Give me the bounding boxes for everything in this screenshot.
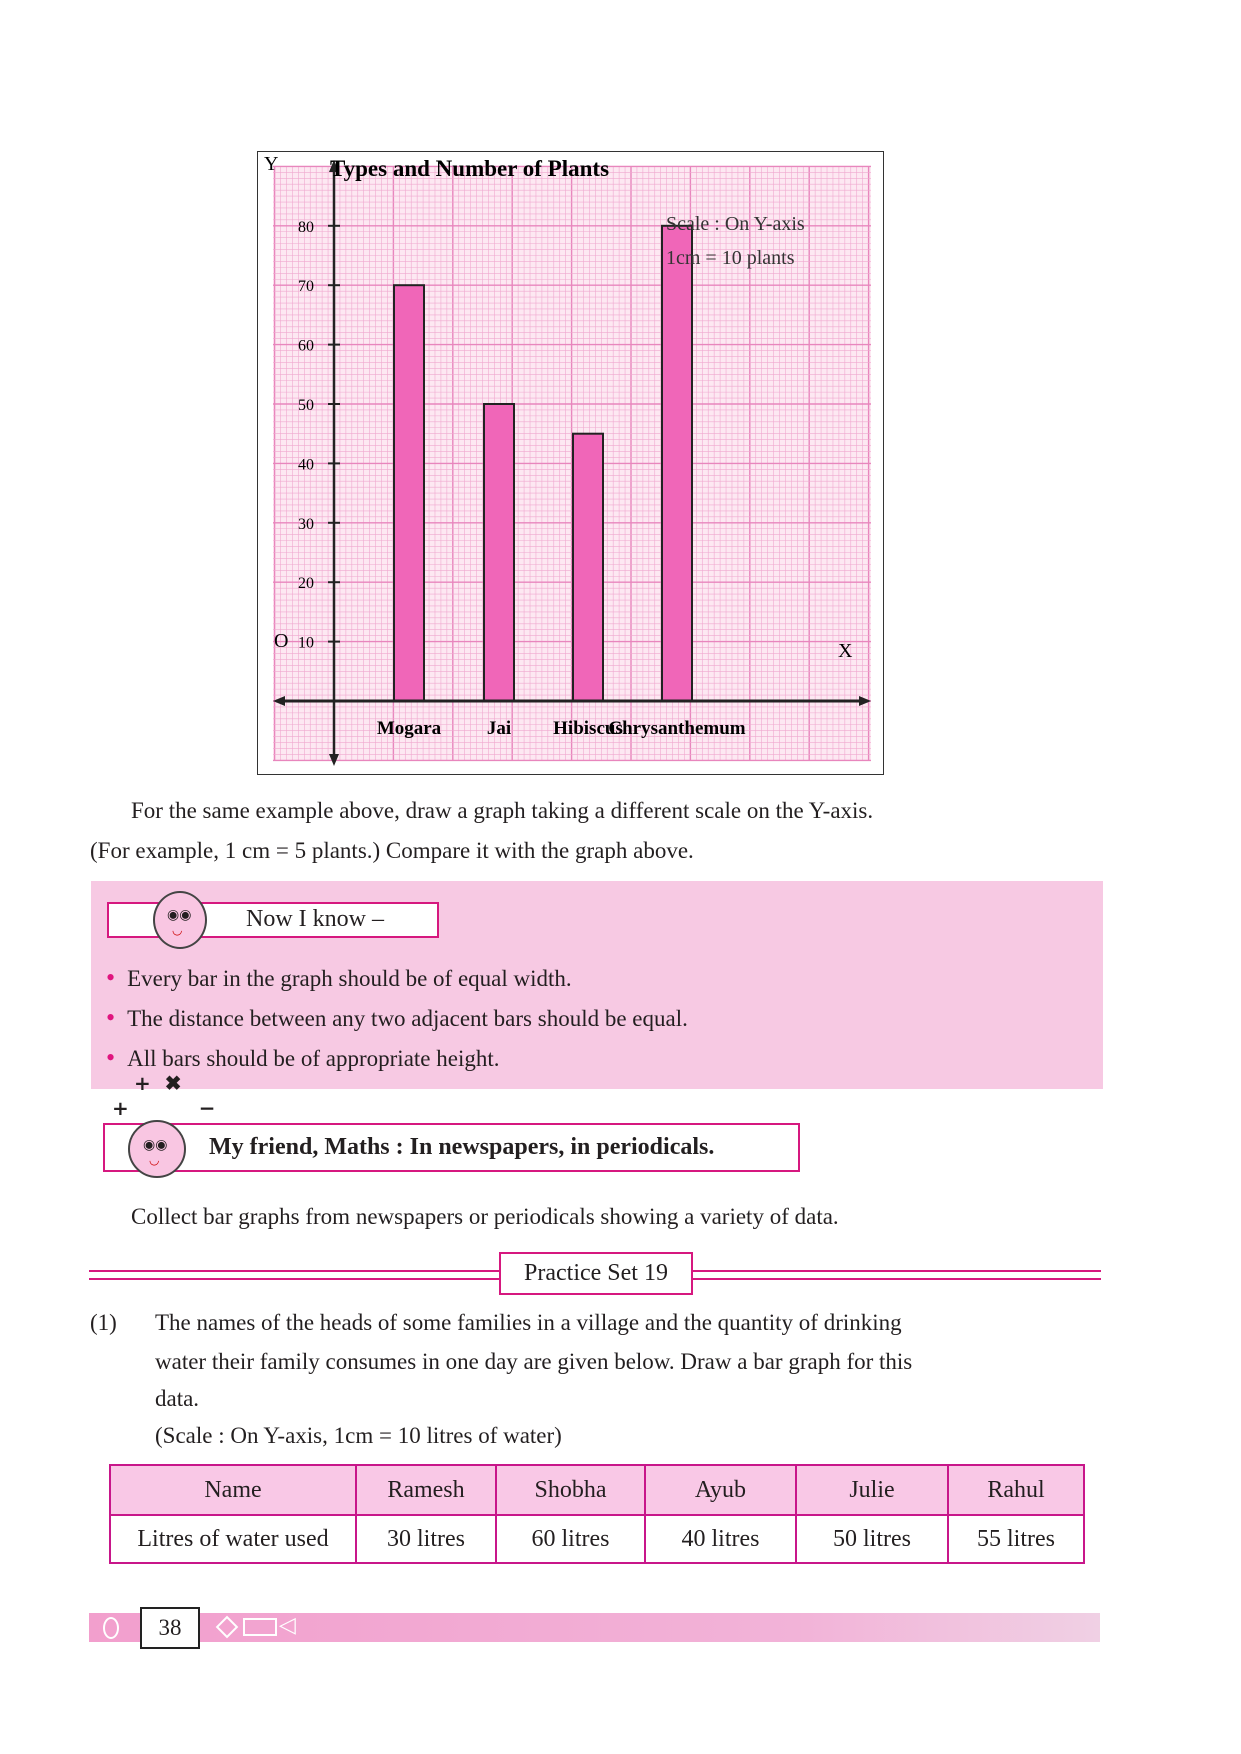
bar-chart	[258, 152, 882, 773]
header-cell: Julie	[796, 1465, 948, 1515]
table-row	[110, 1515, 1084, 1563]
header-cell: Ayub	[645, 1465, 796, 1515]
table-cell: 50 litres	[796, 1515, 948, 1563]
my-friend-heading-box	[103, 1123, 800, 1172]
question-line: data.	[155, 1386, 200, 1411]
table-cell: Litres of water used	[110, 1515, 356, 1563]
intro-line-2: (For example, 1 cm = 5 plants.) Compare it with the graph above.	[90, 838, 694, 863]
x-tick-label: Jai	[486, 718, 512, 739]
table-cell: 30 litres	[356, 1515, 496, 1563]
x-axis-label: X	[838, 640, 853, 662]
bar-jai	[484, 404, 514, 701]
smiley-mascot-icon: ◉◉ ◡	[128, 1120, 186, 1178]
circle-shape-icon	[103, 1617, 119, 1639]
table-cell: 60 litres	[496, 1515, 645, 1563]
question-number: (1)	[90, 1310, 117, 1335]
now-i-know-box	[91, 881, 1103, 1089]
x-tick-label: Chrysanthemum	[608, 718, 746, 739]
y-tick-label: 30	[298, 515, 314, 533]
question-line: water their family consumes in one day are given below. Draw a bar graph for this	[155, 1349, 913, 1374]
bar-hibiscus	[573, 434, 603, 701]
y-tick-label: 40	[298, 456, 314, 474]
math-symbols-icon-2: + −	[112, 1096, 216, 1120]
table-cell: 40 litres	[645, 1515, 796, 1563]
bullet-item: • All bars should be of appropriate height.	[106, 1043, 500, 1072]
table-header-row	[110, 1465, 1084, 1515]
scale-note-line1: Scale : On Y-axis	[666, 213, 805, 235]
y-tick-label: 10	[298, 634, 314, 652]
y-tick-label: 20	[298, 575, 314, 593]
page-number: 38	[140, 1607, 200, 1649]
header-cell: Name	[110, 1465, 356, 1515]
scale-note-line2: 1cm = 10 plants	[666, 247, 795, 269]
question-line: The names of the heads of some families in a village and the quantity of drinking	[155, 1310, 902, 1335]
origin-label: O	[274, 630, 289, 652]
header-cell: Rahul	[948, 1465, 1084, 1515]
practice-set-title: Practice Set 19	[499, 1252, 693, 1295]
chart-frame	[257, 151, 884, 775]
my-friend-text: Collect bar graphs from newspapers or periodicals showing a variety of data.	[131, 1204, 839, 1229]
water-usage-table	[109, 1464, 1085, 1564]
y-tick-label: 50	[298, 397, 314, 414]
y-axis-label: Y	[264, 153, 279, 175]
math-symbols-icon: + ✖	[134, 1071, 182, 1095]
y-tick-label: 70	[298, 278, 314, 296]
header-cell: Shobha	[496, 1465, 645, 1515]
diamond-shape-icon	[216, 1616, 239, 1639]
table-cell: 55 litres	[948, 1515, 1084, 1563]
rectangle-shape-icon	[243, 1618, 277, 1636]
bullet-item: • The distance between any two adjacent bars should be equal.	[106, 1003, 688, 1032]
footer-bar	[89, 1613, 1100, 1642]
my-friend-heading: My friend, Maths : In newspapers, in periodicals.	[209, 1134, 715, 1160]
triangle-shape-icon: ◁	[279, 1613, 296, 1638]
header-cell: Ramesh	[356, 1465, 496, 1515]
bullet-item: • Every bar in the graph should be of equal width.	[106, 963, 572, 992]
bar-chrysanthemum	[662, 226, 692, 701]
chart-title: Types and Number of Plants	[330, 156, 610, 181]
x-tick-label: Mogara	[376, 718, 442, 739]
y-tick-label: 60	[298, 337, 314, 355]
smiley-mascot-icon: ◉◉ ◡	[153, 891, 207, 949]
question-scale: (Scale : On Y-axis, 1cm = 10 litres of water)	[155, 1423, 562, 1448]
y-tick-label: 80	[298, 218, 314, 236]
now-i-know-heading: Now I know –	[246, 906, 384, 932]
intro-line-1: For the same example above, draw a graph taking a different scale on the Y-axis.	[131, 798, 874, 823]
x-tick-label: Hibiscus	[553, 718, 623, 739]
bar-mogara	[394, 285, 424, 701]
